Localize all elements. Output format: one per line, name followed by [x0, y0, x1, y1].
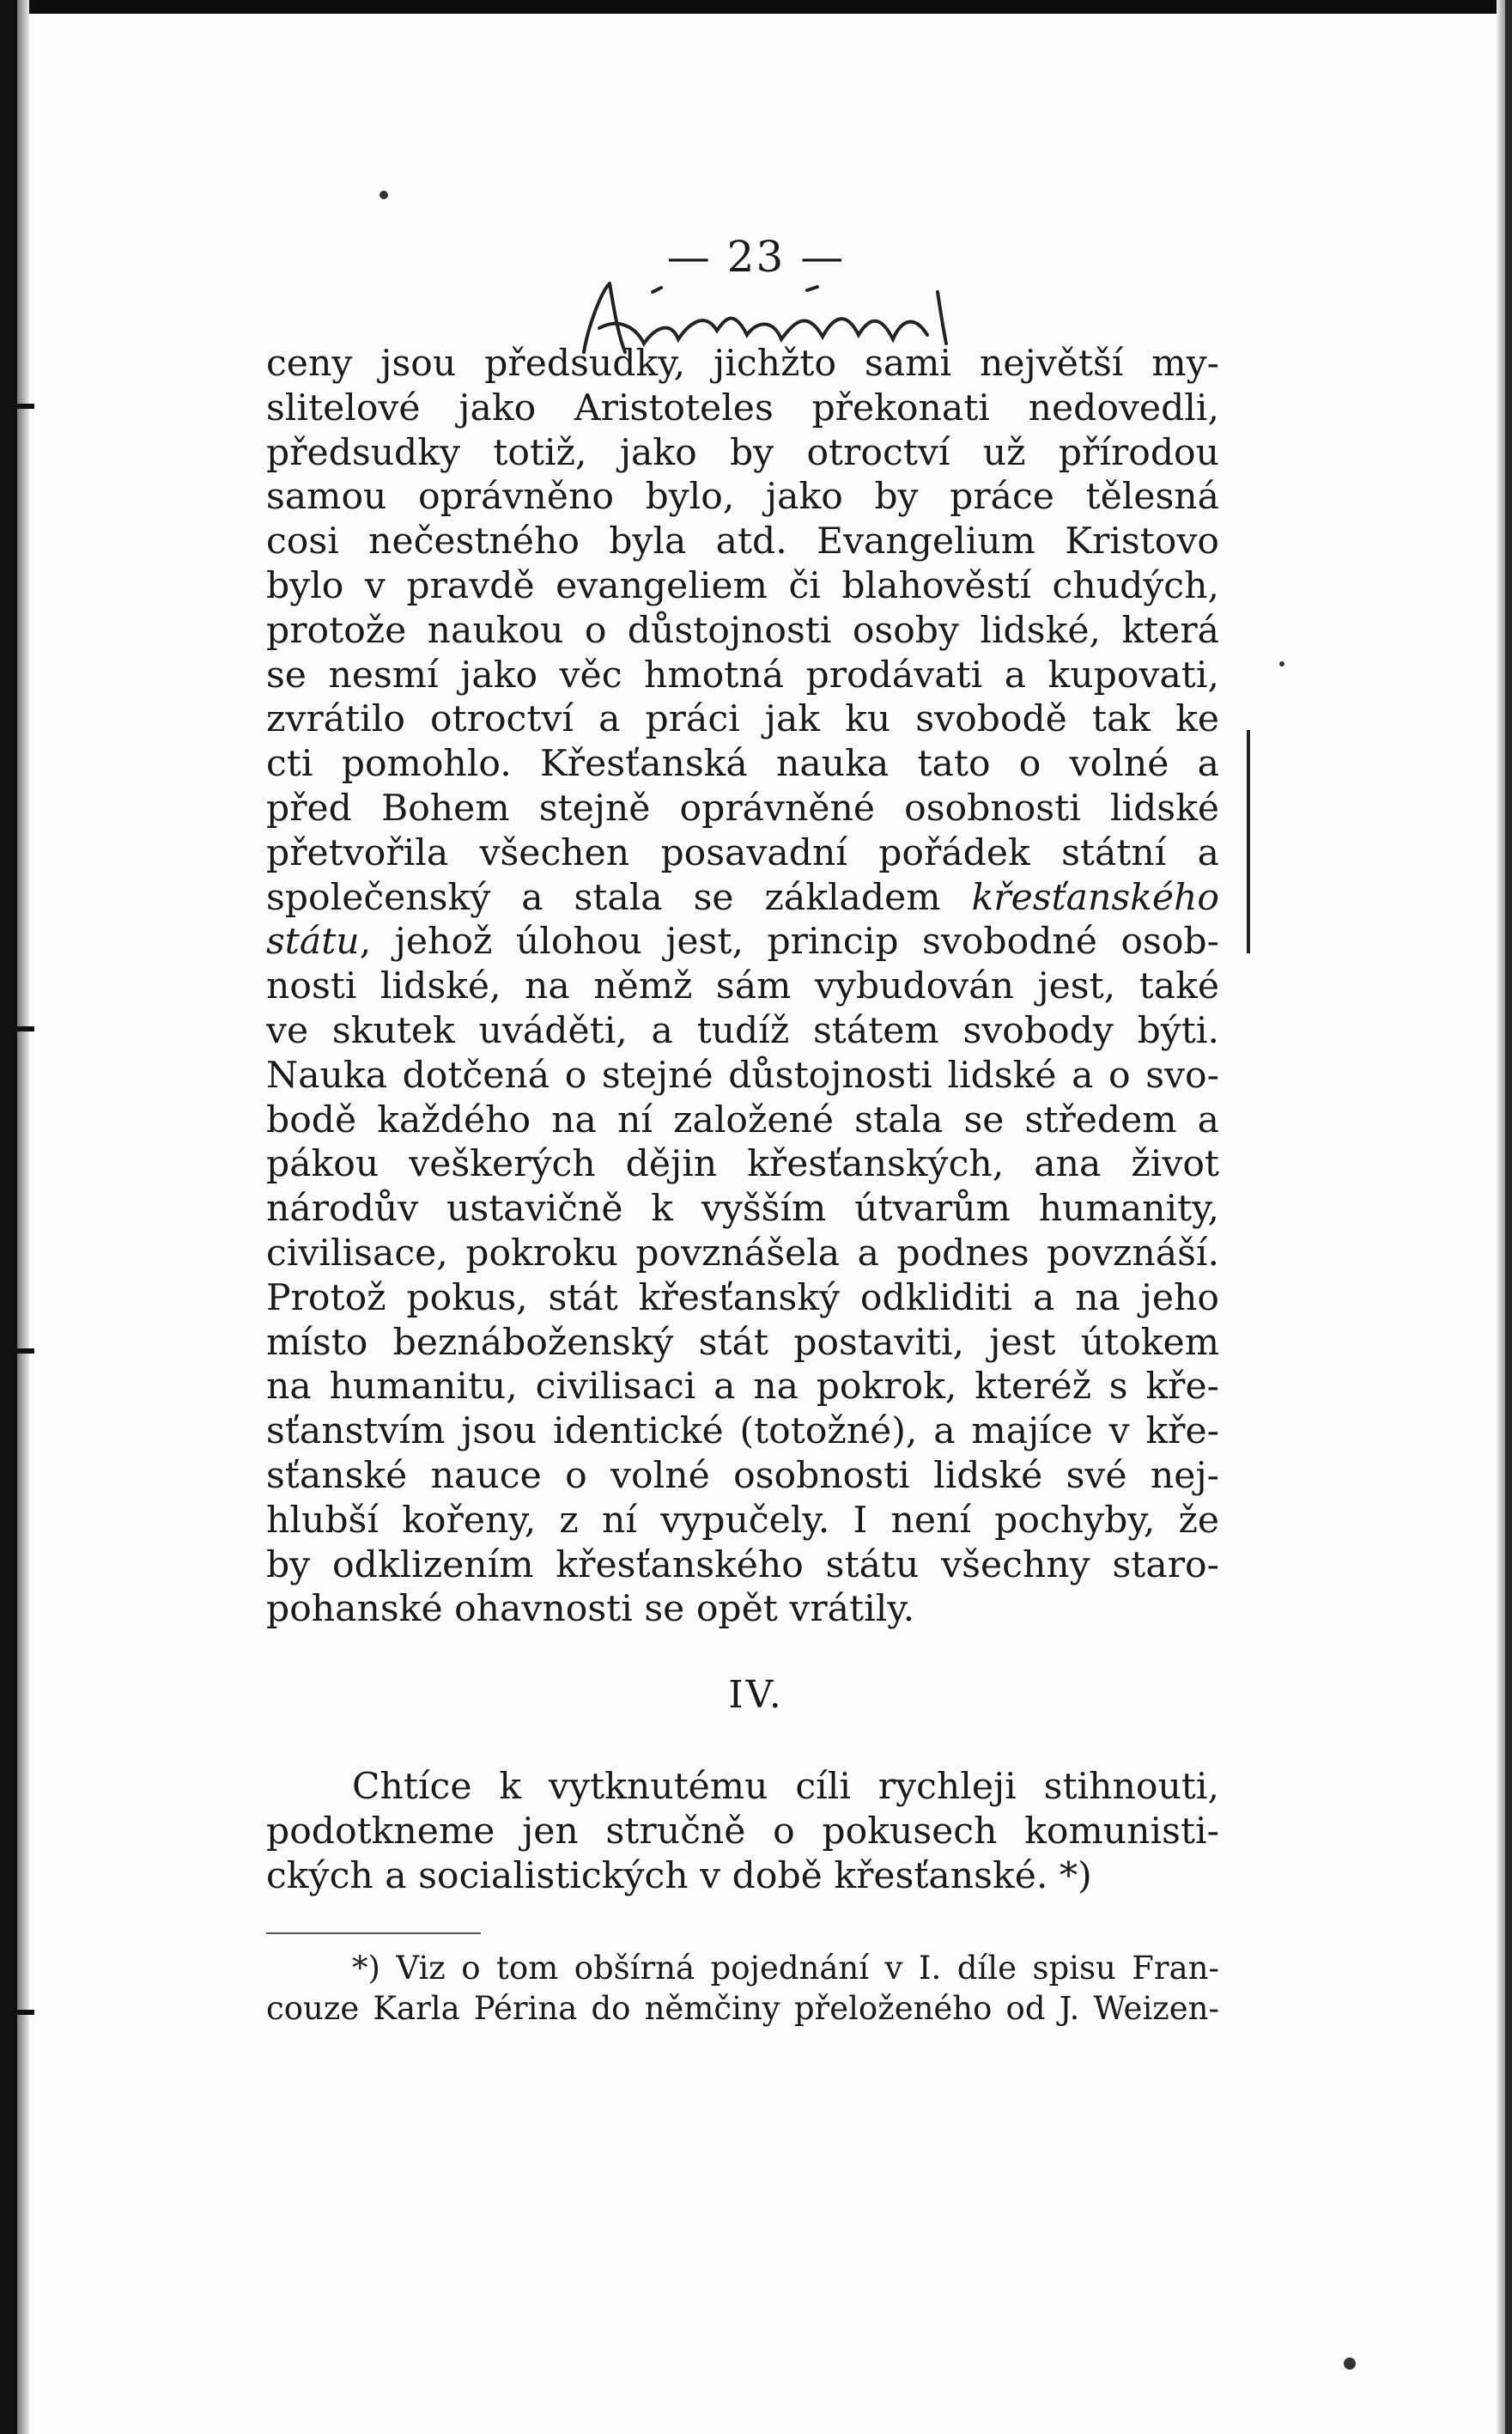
text-line: civilisace, pokroku povznášela a podnes povznáší. — [266, 1232, 1219, 1275]
text-line: ceny jsou předsudky, jichžto sami největší my- — [266, 343, 1219, 385]
scan-edge-top — [0, 0, 1512, 14]
edge-mark — [5, 1026, 34, 1031]
text-line: sťanské nauce o volné osobnosti lidské své nej- — [266, 1454, 1219, 1497]
footnote-line: *) Viz o tom obšírná pojednání v I. díle spisu Fran- — [352, 1950, 1219, 1987]
edge-mark — [5, 1348, 34, 1354]
text-run: společenský a stala se základem — [266, 876, 972, 919]
text-line: cosi nečestného byla atd. Evangelium Kristovo — [266, 520, 1219, 563]
text-line: se nesmí jako věc hmotná prodávati a kupovati, — [266, 654, 1219, 697]
text-line: pákou veškerých dějin křesťanských, ana život — [266, 1143, 1219, 1186]
scan-edge-left — [0, 0, 17, 2434]
section-paragraph — [266, 1765, 1219, 1898]
text-line: bodě každého na ní založené stala se středem a — [266, 1098, 1219, 1141]
edge-mark — [5, 2010, 34, 2015]
edge-mark — [5, 404, 34, 409]
ink-speck — [1279, 661, 1284, 666]
text-line: před Bohem stejně oprávněné osobnosti lidské — [266, 787, 1219, 830]
text-line: bylo v pravdě evangeliem či blahověstí chudých, — [266, 564, 1219, 607]
text-line: na humanitu, civilisaci a na pokrok, kteréž s kře- — [266, 1366, 1219, 1409]
page-gutter-shadow — [17, 0, 29, 2434]
text-run: , jehož úlohou jest, princip svobodné osob- — [359, 921, 1219, 964]
text-line: zvrátilo otroctví a práci jak ku svobodě tak ke — [266, 698, 1219, 741]
italic-term: křesťanského — [971, 876, 1219, 919]
text-line: slitelové jako Aristoteles překonati nedovedli, — [266, 386, 1219, 429]
text-line: místo beznáboženský stát postaviti, jest útokem — [266, 1321, 1219, 1364]
text-line: samou oprávněno bylo, jako by práce tělesná — [266, 476, 1219, 519]
italic-term: státu — [266, 921, 360, 964]
body-paragraph — [266, 342, 1219, 1632]
text-line: podotkneme jen stručně o pokusech komunisti- — [266, 1810, 1219, 1853]
text-line-with-italic — [266, 920, 1219, 964]
text-line: hlubší kořeny, z ní vypučely. I není pochyby, že — [266, 1499, 1219, 1542]
text-line: Chtíce k vytknutému cíli rychleji stihnouti, — [352, 1766, 1219, 1808]
text-line: Protož pokus, stát křesťanský odkliditi a na jeho — [266, 1276, 1219, 1319]
text-line: pohanské ohavnosti se opět vrátily. — [266, 1588, 915, 1631]
text-line: Nauka dotčená o stejné důstojnosti lidské a o svo- — [266, 1054, 1219, 1097]
text-line: sťanstvím jsou identické (totožné), a majíce v kře- — [266, 1410, 1219, 1453]
text-line: cti pomohlo. Křesťanská nauka tato o volné a — [266, 743, 1219, 786]
scan-edge-right — [1505, 0, 1512, 2434]
text-line: by odklizením křesťanského státu všechny staro- — [266, 1543, 1219, 1586]
footnote — [266, 1948, 1219, 2029]
section-heading: IV. — [728, 1673, 784, 1717]
text-line: ve skutek uváděti, a tudíž státem svobody býti. — [266, 1009, 1219, 1052]
text-line-with-italic — [266, 876, 1219, 921]
page-number: — 23 — — [666, 232, 846, 282]
text-line: protože naukou o důstojnosti osoby lidské, která — [266, 609, 1219, 652]
page-right-shadow — [1497, 0, 1505, 2434]
ink-speck — [380, 191, 388, 199]
text-line: ckých a socialistických v době křesťanské. *) — [266, 1854, 1092, 1897]
footnote-line: couze Karla Périna do němčiny přeloženého od J. Weizen- — [266, 1990, 1219, 2027]
margin-pencil-mark — [1247, 730, 1250, 953]
text-line: předsudky totiž, jako by otroctví už přírodou — [266, 431, 1219, 474]
text-line: nosti lidské, na němž sám vybudován jest, také — [266, 965, 1219, 1008]
footnote-divider — [266, 1932, 481, 1934]
ink-speck — [1344, 2358, 1356, 2370]
text-line: národův ustavičně k vyšším útvarům humanity, — [266, 1188, 1219, 1231]
text-line: přetvořila všechen posavadní pořádek státní a — [266, 831, 1219, 874]
